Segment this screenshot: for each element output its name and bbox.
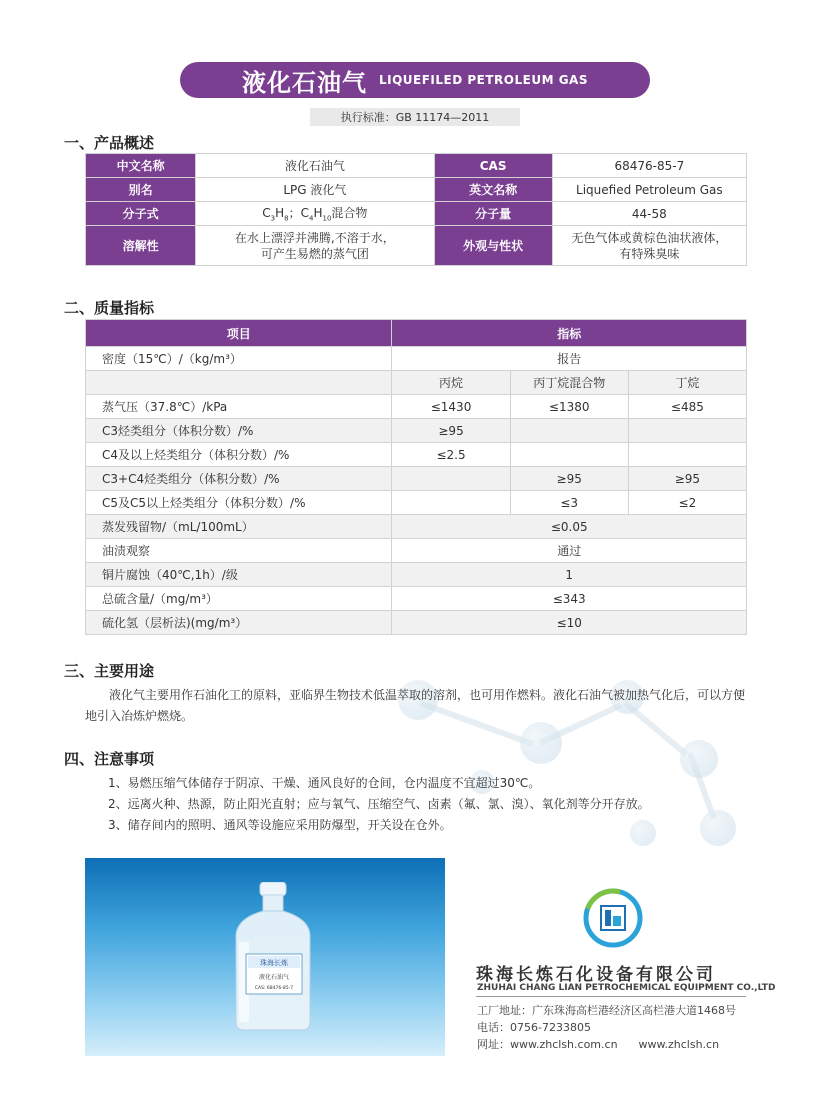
table-row: 丙烷 丙丁烷混合物 丁烷 — [86, 371, 747, 395]
title-en: LIQUEFILED PETROLEUM GAS — [378, 73, 588, 87]
table-key: 溶解性 — [86, 226, 196, 266]
table-value: Liquefied Petroleum Gas — [552, 178, 746, 202]
table-row: C5及C5以上烃类组分（体积分数）/% ≤3 ≤2 — [86, 491, 747, 515]
title-banner — [180, 62, 650, 98]
company-logo-icon — [583, 888, 643, 948]
company-name-cn: 珠海长炼石化设备有限公司 — [476, 965, 716, 985]
title-cn: 液化石油气 — [241, 68, 367, 97]
standard-label: 执行标准：GB 11174—2011 — [310, 108, 520, 126]
table-row: 硫化氢（层析法)(mg/m³） ≤10 — [86, 611, 747, 635]
section4-title: 四、注意事项 — [64, 750, 155, 768]
overview-table — [85, 153, 747, 266]
table-value: 在水上漂浮并沸腾,不溶于水， 可产生易燃的蒸气团 — [196, 226, 434, 266]
table-row: 油渍观察 通过 — [86, 539, 747, 563]
table-key: 英文名称 — [434, 178, 552, 202]
header-index: 指标 — [392, 320, 747, 347]
svg-text:液化石油气: 液化石油气 — [258, 974, 290, 981]
section3-title: 三、主要用途 — [64, 662, 155, 680]
company-website: 网址：www.zhclsh.com.cn www.zhclsh.cn — [477, 1038, 720, 1051]
table-header-row — [86, 320, 747, 347]
table-row: C4及以上烃类组分（体积分数）/% ≤2.5 — [86, 443, 747, 467]
table-value: LPG 液化气 — [196, 178, 434, 202]
table-key: 外观与性状 — [434, 226, 552, 266]
section2-title: 二、质量指标 — [64, 299, 155, 317]
divider — [476, 996, 746, 997]
svg-text:CAS: 68476-85-7: CAS: 68476-85-7 — [254, 986, 294, 991]
precautions-list — [108, 773, 650, 836]
company-address: 工厂地址：广东珠海高栏港经济区高栏港大道1468号 — [477, 1004, 736, 1017]
header-item: 项目 — [86, 320, 392, 347]
table-row — [86, 226, 747, 266]
table-row: C3烃类组分（体积分数）/% ≥95 — [86, 419, 747, 443]
table-key: CAS — [434, 154, 552, 178]
table-value: 44-58 — [552, 202, 746, 226]
quality-table — [85, 319, 747, 635]
product-photo — [85, 858, 445, 1056]
table-row — [86, 154, 747, 178]
bottle-image — [230, 882, 316, 1032]
table-key: 别名 — [86, 178, 196, 202]
table-key: 分子式 — [86, 202, 196, 226]
usage-paragraph: 液化气主要用作石油化工的原料，亚临界生物技术低温萃取的溶剂，也可用作燃料。液化石油气被加热气化后，可以方便地引入冶炼炉燃烧。 — [85, 688, 746, 723]
company-name-en: ZHUHAI CHANG LIAN PETROCHEMICAL EQUIPMENT CO.,LTD — [477, 983, 776, 993]
table-row: 密度（15℃）/（kg/m³） 报告 — [86, 347, 747, 371]
formula-value: $C_3H_8$；$C_4H_{10}$混合物 — [196, 202, 434, 226]
table-row: 蒸发残留物/（mL/100mL） ≤0.05 — [86, 515, 747, 539]
table-key: 分子量 — [434, 202, 552, 226]
table-key: 中文名称 — [86, 154, 196, 178]
list-item: 2、远离火种、热源，防止阳光直射；应与氧气、压缩空气、卤素（氟、氯、溴）、氧化剂等分开存放。 — [108, 797, 650, 811]
section1-title: 一、产品概述 — [64, 134, 155, 152]
table-row: 蒸气压（37.8℃）/kPa ≤1430 ≤1380 ≤485 — [86, 395, 747, 419]
table-value: 液化石油气 — [196, 154, 434, 178]
table-value: 无色气体或黄棕色油状液体， 有特殊臭味 — [552, 226, 746, 266]
table-value: 68476-85-7 — [552, 154, 746, 178]
table-row — [86, 178, 747, 202]
company-phone: 电话：0756-7233805 — [477, 1021, 591, 1034]
list-item: 3、储存间内的照明、通风等设施应采用防爆型，开关设在仓外。 — [108, 818, 452, 832]
table-row — [86, 202, 747, 226]
table-row: 铜片腐蚀（40℃,1h）/级 1 — [86, 563, 747, 587]
table-row: 总硫含量/（mg/m³） ≤343 — [86, 587, 747, 611]
table-row: C3+C4烃类组分（体积分数）/% ≥95 ≥95 — [86, 467, 747, 491]
list-item: 1、易燃压缩气体储存于阴凉、干燥、通风良好的仓间，仓内温度不宜超过30℃。 — [108, 776, 541, 790]
svg-text:珠海长炼: 珠海长炼 — [260, 959, 288, 967]
